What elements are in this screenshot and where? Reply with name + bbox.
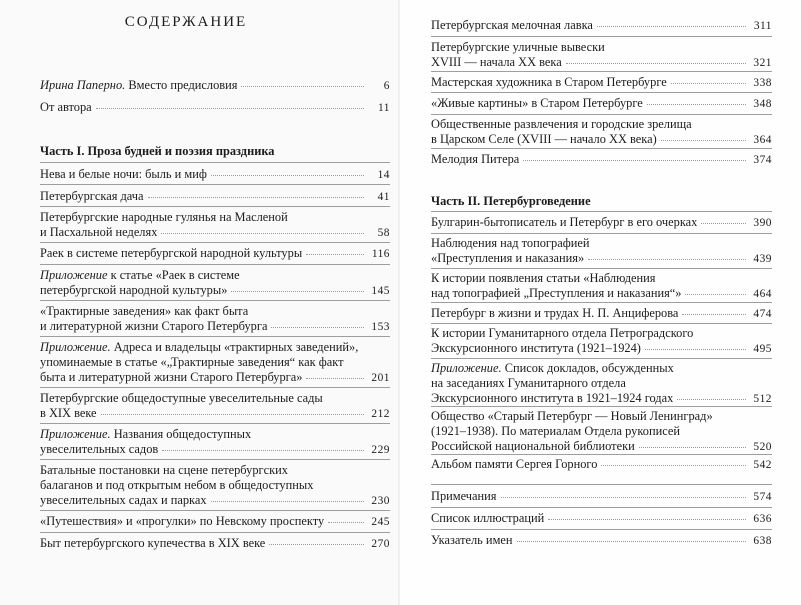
entry-title: Указатель имен [431, 533, 513, 547]
toc-entry[interactable] [40, 246, 390, 262]
toc-entry[interactable] [431, 96, 772, 112]
dot-leader [161, 232, 364, 234]
page-number: 212 [371, 408, 390, 420]
toc-entry[interactable] [431, 533, 772, 549]
dot-leader [645, 348, 746, 350]
page-number: 638 [753, 535, 772, 547]
toc-entry[interactable] [431, 236, 772, 267]
toc-entry[interactable] [431, 511, 772, 527]
dot-leader [566, 62, 746, 64]
dot-leader [96, 107, 364, 109]
divider [431, 268, 772, 269]
page-number: 311 [753, 20, 772, 32]
page-number: 495 [753, 343, 772, 355]
divider [431, 233, 772, 234]
page-number: 364 [753, 134, 772, 146]
entry-title: Список иллюстраций [431, 511, 545, 525]
divider [431, 114, 772, 115]
contents-heading: СОДЕРЖАНИЕ [124, 14, 248, 30]
dot-leader [517, 540, 746, 542]
toc-entry[interactable] [40, 463, 390, 509]
page-number: 41 [377, 191, 390, 203]
dot-leader [588, 258, 746, 260]
entry-title: «Живые картины» в Старом Петербурге [431, 96, 643, 110]
part-heading: Часть I. Проза будней и поэзия праздника [40, 144, 275, 158]
entry-title-line2: петербургской народной культуры» [40, 283, 228, 297]
divider [40, 423, 390, 424]
entry-title: Вместо предисловия [125, 78, 238, 92]
entry-title: Список докладов, обсужденных [501, 361, 674, 375]
entry-title: Наблюдения над топографией [431, 236, 590, 250]
toc-entry[interactable] [40, 536, 390, 552]
divider [431, 529, 772, 530]
dot-leader [162, 449, 364, 451]
dot-leader [231, 290, 364, 292]
entry-title: Петербург в жизни и трудах Н. П. Анциферова [431, 306, 679, 320]
divider [431, 71, 772, 72]
entry-title-line2: упоминаемые в статье «„Трактирные заведения“ как факт [40, 355, 344, 369]
entry-appendix-label: Приложение. [40, 427, 111, 441]
toc-entry[interactable] [40, 78, 390, 94]
page-number: 636 [753, 513, 772, 525]
toc-entry[interactable] [431, 152, 772, 168]
entry-title: Нева и белые ночи: быль и миф [40, 167, 207, 181]
dot-leader [211, 500, 364, 502]
part-heading: Часть II. Петербурговедение [431, 194, 591, 208]
entry-title: К истории появления статьи «Наблюдения [431, 271, 656, 285]
right-page [400, 0, 801, 605]
toc-entry[interactable] [40, 391, 390, 422]
page-number: 574 [753, 491, 772, 503]
entry-title-line2: XVIII — начала XX века [431, 55, 562, 69]
entry-title: Быт петербургского купечества в XIX веке [40, 536, 266, 550]
toc-entry[interactable] [40, 514, 390, 530]
toc-entry[interactable] [431, 489, 772, 505]
dot-leader [661, 139, 746, 141]
dot-leader [501, 496, 747, 498]
divider [431, 211, 772, 212]
entry-title: Батальные постановки на сцене петербургских [40, 463, 288, 477]
dot-leader [677, 398, 746, 400]
page-number: 116 [371, 248, 390, 260]
dot-leader [241, 85, 364, 87]
divider [40, 206, 390, 207]
toc-entry[interactable] [431, 75, 772, 91]
dot-leader [647, 103, 746, 105]
entry-title-line2: «Преступления и наказания» [431, 251, 585, 265]
divider [431, 36, 772, 37]
toc-entry[interactable] [431, 326, 772, 357]
divider [40, 300, 390, 301]
entry-title-line2: и Пасхальной неделях [40, 225, 158, 239]
dot-leader [682, 313, 746, 315]
entry-title-line2: Экскурсионного института (1921–1924) [431, 341, 641, 355]
divider [431, 507, 772, 508]
dot-leader [601, 464, 746, 466]
dot-leader [597, 25, 746, 27]
entry-title-line2: в Царском Селе (XVIII — начало XX века) [431, 132, 657, 146]
toc-entry[interactable] [431, 457, 772, 473]
entry-title: Примечания [431, 489, 497, 503]
dot-leader [701, 222, 746, 224]
toc-entry[interactable] [40, 268, 390, 299]
entry-title: «Трактирные заведения» как факт быта [40, 304, 249, 318]
dot-leader [148, 196, 364, 198]
page-number: 439 [753, 253, 772, 265]
entry-title: к статье «Раек в системе [107, 268, 240, 282]
divider [40, 459, 390, 460]
page-number: 6 [383, 80, 390, 92]
page-number: 11 [378, 102, 390, 114]
toc-entry[interactable] [431, 117, 772, 148]
dot-leader [671, 82, 746, 84]
dot-leader [548, 518, 746, 520]
divider [431, 406, 772, 407]
entry-title-line2: над топографией „Преступления и наказания“» [431, 286, 682, 300]
entry-title: Раек в системе петербургской народной культуры [40, 246, 303, 260]
toc-entry[interactable] [431, 18, 772, 34]
entry-title: Петербургская мелочная лавка [431, 18, 593, 32]
page-number: 14 [377, 169, 390, 181]
divider [431, 302, 772, 303]
entry-title-line2: и литературной жизни Старого Петербурга [40, 319, 268, 333]
divider [40, 532, 390, 533]
dot-leader [523, 159, 746, 161]
toc-entry[interactable] [431, 306, 772, 322]
entry-title: К истории Гуманитарного отдела Петроградского [431, 326, 694, 340]
page-number: 390 [753, 217, 772, 229]
divider [431, 358, 772, 359]
toc-entry[interactable] [431, 361, 772, 407]
divider [431, 92, 772, 93]
divider [40, 162, 390, 163]
entry-title: Петербургские народные гулянья на Масленой [40, 210, 288, 224]
page-number: 338 [753, 77, 772, 89]
entry-title: Петербургская дача [40, 189, 144, 203]
page-number: 270 [371, 538, 390, 550]
entry-title: Названия общедоступных [110, 427, 252, 441]
entry-title: Петербургские общедоступные увеселительные сады [40, 391, 323, 405]
entry-title: От автора [40, 100, 92, 114]
page-number: 58 [377, 227, 390, 239]
divider [40, 510, 390, 511]
page-number: 512 [753, 393, 772, 405]
entry-title: Мастерская художника в Старом Петербурге [431, 75, 667, 89]
toc-entry[interactable] [431, 409, 772, 455]
page-number: 348 [753, 98, 772, 110]
entry-title: Общественные развлечения и городские зрелища [431, 117, 692, 131]
divider [431, 148, 772, 149]
entry-title: Мелодия Питера [431, 152, 520, 166]
entry-title-line3: быта и литературной жизни Старого Петербурга» [40, 370, 303, 384]
toc-entry[interactable] [40, 100, 390, 116]
entry-title-line2: в XIX веке [40, 406, 97, 420]
page-number: 321 [753, 57, 772, 69]
entry-title-line3: увеселительных садах и парках [40, 493, 207, 507]
divider [431, 484, 772, 485]
dot-leader [271, 326, 364, 328]
page-number: 153 [371, 321, 390, 333]
toc-entry[interactable] [40, 340, 390, 386]
toc-entry[interactable] [40, 189, 390, 205]
entry-title-line2: увеселительных садов [40, 442, 159, 456]
divider [431, 454, 772, 455]
page-number: 245 [371, 516, 390, 528]
entry-title: Булгарин-бытописатель и Петербург в его очерках [431, 215, 698, 229]
page-number: 374 [753, 154, 772, 166]
divider [431, 323, 772, 324]
page-number: 145 [371, 285, 390, 297]
page-number: 464 [753, 288, 772, 300]
dot-leader [639, 446, 746, 448]
page-number: 229 [371, 444, 390, 456]
entry-appendix-label: Приложение. [431, 361, 502, 375]
entry-appendix-label: Приложение [40, 268, 108, 282]
divider [40, 242, 390, 243]
toc-entry[interactable] [40, 427, 390, 458]
page-number: 520 [753, 441, 772, 453]
toc-entry[interactable] [40, 304, 390, 335]
entry-title-line2: (1921–1938). По материалам Отдела рукописей [431, 424, 680, 438]
divider [40, 264, 390, 265]
toc-entry[interactable] [40, 167, 390, 183]
divider [40, 336, 390, 337]
entry-title-line3: Российской национальной библиотеки [431, 439, 635, 453]
page-number: 542 [753, 459, 772, 471]
entry-title: «Путешествия» и «прогулки» по Невскому проспекту [40, 514, 325, 528]
toc-entry[interactable] [431, 271, 772, 302]
dot-leader [328, 521, 364, 523]
toc-entry[interactable] [40, 210, 390, 241]
entry-author: Ирина Паперно. [40, 78, 126, 92]
toc-entry[interactable] [431, 40, 772, 71]
entry-title-line2: балаганов и под открытым небом в общедоступных [40, 478, 314, 492]
dot-leader [269, 543, 364, 545]
dot-leader [306, 253, 364, 255]
entry-title: Адреса и владельцы «трактирных заведений», [110, 340, 359, 354]
dot-leader [101, 413, 364, 415]
entry-appendix-label: Приложение. [40, 340, 111, 354]
page-number: 201 [371, 372, 390, 384]
entry-title: Общество «Старый Петербург — Новый Ленинград» [431, 409, 713, 423]
page-number: 474 [753, 308, 772, 320]
left-page [0, 0, 400, 605]
entry-title: Петербургские уличные вывески [431, 40, 605, 54]
entry-title: Альбом памяти Сергея Горного [431, 457, 598, 471]
dot-leader [211, 174, 364, 176]
entry-title-line3: Экскурсионного института в 1921–1924 годах [431, 391, 674, 405]
divider [40, 387, 390, 388]
entry-title-line2: на заседаниях Гуманитарного отдела [431, 376, 626, 390]
dot-leader [306, 377, 364, 379]
page-number: 230 [371, 495, 390, 507]
divider [40, 184, 390, 185]
dot-leader [685, 293, 746, 295]
toc-entry[interactable] [431, 215, 772, 231]
